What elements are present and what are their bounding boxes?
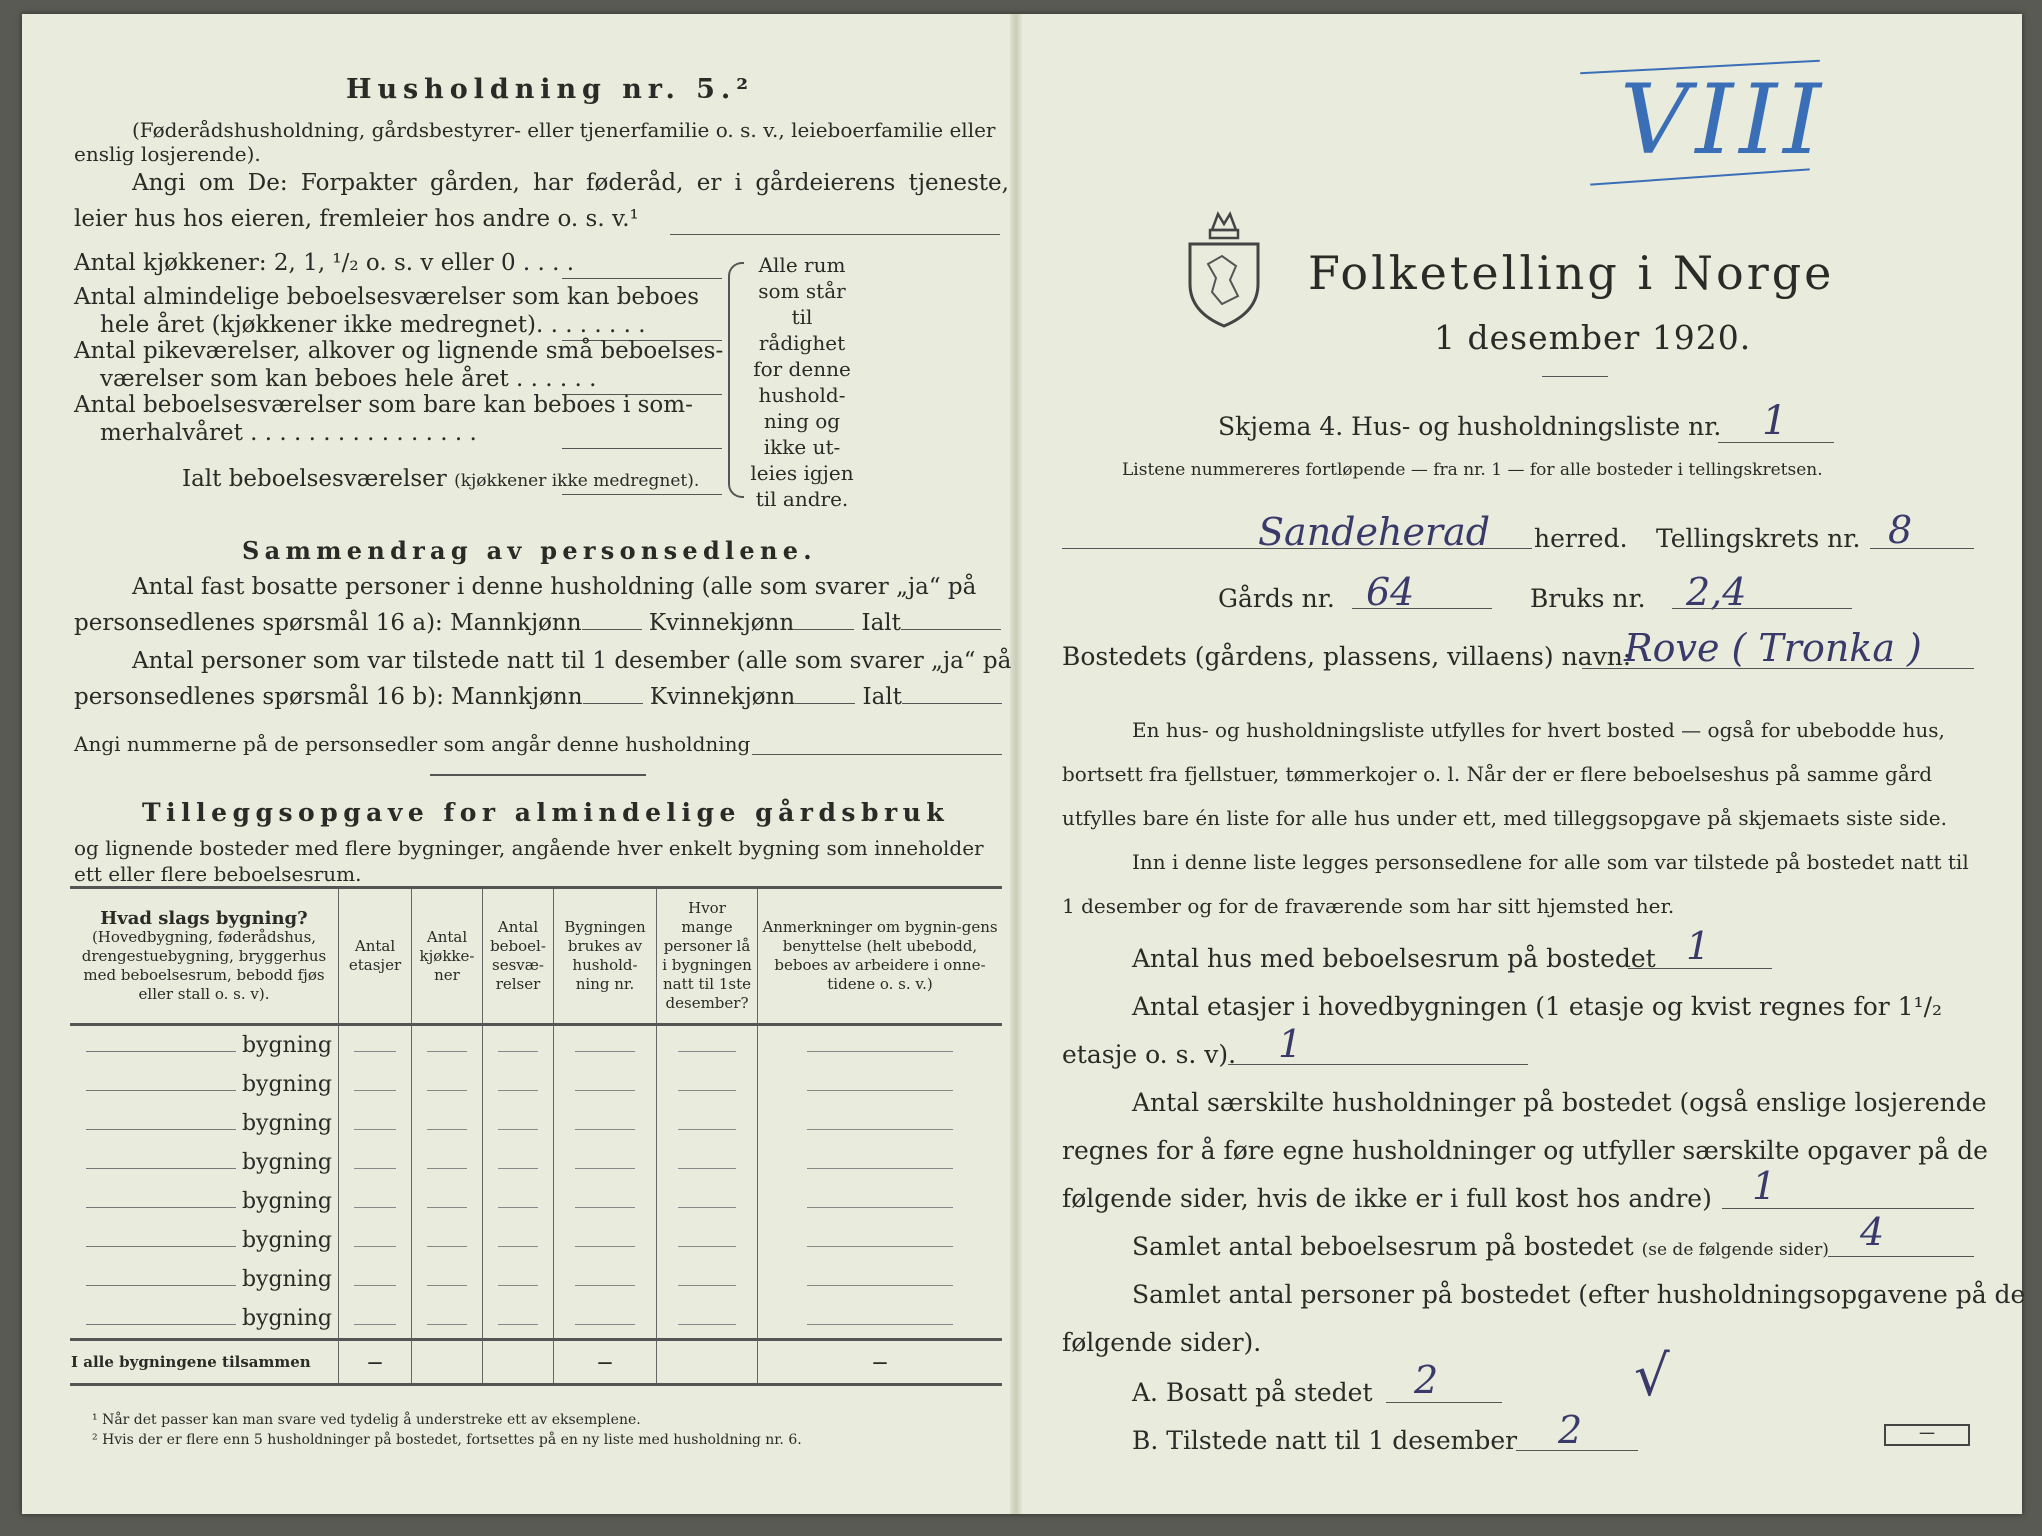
total-dash: — (339, 1340, 412, 1385)
q-resident-value: 2 (1414, 1358, 1439, 1402)
buildings-table (70, 886, 1002, 1386)
schema-line (1718, 442, 1834, 443)
numbering-note: Listene nummereres fortløpende — fra nr. 1 — for alle bosteder i tellingskretsen. (1122, 460, 1823, 480)
cell-blank (354, 1168, 396, 1169)
rooms-answer-4 (562, 448, 722, 449)
cell-blank (575, 1246, 635, 1247)
table-cell (483, 1299, 554, 1340)
cell-blank (678, 1246, 737, 1247)
herred-label: herred. (1534, 524, 1628, 553)
cell-blank (678, 1051, 737, 1052)
cell-blank (354, 1285, 396, 1286)
q-households-label-3: følgende sider, hvis de ikke er i full kost hos andre) (1062, 1184, 1712, 1213)
table-cell (657, 1299, 758, 1340)
bracket-note-line: til andre. (755, 487, 849, 511)
q-resident-line (1386, 1402, 1502, 1403)
table-cell (554, 1260, 657, 1299)
table-cell (657, 1065, 758, 1104)
rooms-line-2: Antal almindelige beboelsesværelser som kan beboes (74, 284, 700, 310)
building-cell (70, 1065, 339, 1104)
q-floors-line (1228, 1064, 1528, 1065)
question-line-2: leier hus hos eieren, fremleier hos andre o. s. v.¹ (74, 206, 639, 232)
cell-blank (807, 1051, 952, 1052)
summary-line-4 (74, 684, 1002, 710)
instruction-line-3: utfylles bare én liste for alle hus under ett, med tilleggsopgave på skjemaets siste side. (1062, 806, 1947, 830)
building-cell (70, 1025, 339, 1066)
q-rooms-note: (se de følgende sider) (1641, 1240, 1829, 1260)
table-cell (483, 1065, 554, 1104)
check-mark: √ (1634, 1344, 1670, 1409)
rooms-bracket (728, 262, 744, 498)
building-cell (70, 1182, 339, 1221)
rooms-total-note: (kjøkkener ikke medregnet). (454, 471, 700, 491)
q-present-label: B. Tilstede natt til 1 desember (1132, 1426, 1518, 1455)
cell-blank (575, 1051, 635, 1052)
table-cell (412, 1299, 483, 1340)
building-rows (70, 1025, 1002, 1340)
numbers-line: Angi nummerne på de personsedler som angår denne husholdning (74, 732, 751, 756)
summary-female-label: Kvinnekjønn (648, 610, 795, 636)
coat-of-arms-icon (1182, 200, 1266, 330)
rooms-line-5: værelser som kan beboes hele året . . . . . . (100, 366, 597, 392)
printer-stamp: ━━━ (1884, 1424, 1970, 1446)
table-header-row (70, 888, 1002, 1025)
table-row (70, 1182, 1002, 1221)
table-cell (483, 1143, 554, 1182)
cell-blank (498, 1285, 539, 1286)
instruction-line-2: bortsett fra fjellstuer, tømmerkojer o. l. Når der er flere beboelseshus på samme gård (1062, 762, 1933, 786)
q-present-line (1516, 1450, 1638, 1451)
census-date: 1 desember 1920. (1434, 318, 1752, 357)
cell-blank (354, 1324, 396, 1325)
summary-total-label: Ialt (861, 610, 901, 636)
table-cell (657, 1260, 758, 1299)
table-cell (554, 1182, 657, 1221)
building-word: bygning (241, 1111, 332, 1136)
cell-blank (807, 1168, 952, 1169)
question-answer-line (670, 234, 1000, 235)
gards-number: 64 (1366, 570, 1415, 614)
table-cell (483, 1182, 554, 1221)
cell-blank (575, 1207, 635, 1208)
table-cell (758, 1299, 1003, 1340)
right-page (1022, 14, 2026, 1514)
rooms-total-answer (562, 494, 722, 495)
total-dash: — (554, 1340, 657, 1385)
left-page (22, 14, 1010, 1514)
building-word: bygning (241, 1189, 332, 1214)
question-line-1: Angi om De: Forpakter gården, har føderåd, er i gårdeierens tjeneste, (132, 170, 1009, 196)
q-houses-label: Antal hus med beboelsesrum på bostedet (1132, 944, 1656, 973)
footnote-2: ² Hvis der er flere enn 5 husholdninger på bostedet, fortsettes på en ny liste med husholdning nr. 6. (92, 1432, 802, 1448)
total-cell (657, 1340, 758, 1385)
table-cell (758, 1104, 1003, 1143)
table-cell (554, 1299, 657, 1340)
q-rooms-label (1132, 1232, 1829, 1261)
cell-blank (354, 1090, 396, 1091)
table-cell (554, 1104, 657, 1143)
table-row (70, 1065, 1002, 1104)
q-households-label-2: regnes for å føre egne husholdninger og utfyller særskilte opgaver på de (1062, 1136, 1988, 1165)
building-blank (86, 1168, 236, 1169)
bruks-line (1672, 608, 1852, 609)
cell-blank (427, 1324, 468, 1325)
bracket-note (750, 252, 854, 512)
cell-blank (498, 1246, 539, 1247)
addendum-title: Tilleggsopgave for almindelige gårdsbruk (142, 798, 950, 827)
section-divider (430, 774, 646, 776)
schema-number: 1 (1762, 398, 1788, 444)
household-subtitle-1: (Føderådshusholdning, gårdsbestyrer- eller tjenerfamilie o. s. v., leieboerfamilie eller (132, 118, 996, 142)
table-cell (339, 1182, 412, 1221)
q-households-line (1722, 1208, 1974, 1209)
building-cell (70, 1104, 339, 1143)
bracket-note-line: for denne (753, 357, 851, 381)
q-persons-label-1: Samlet antal personer på bostedet (efter husholdningsopgavene på de (1132, 1280, 2026, 1309)
table-row (70, 1299, 1002, 1340)
building-blank (86, 1246, 236, 1247)
table-cell (412, 1260, 483, 1299)
krets-line (1870, 548, 1974, 549)
cell-blank (678, 1168, 737, 1169)
numbers-answer (752, 754, 1002, 755)
cell-blank (678, 1207, 737, 1208)
cell-blank (498, 1051, 539, 1052)
q-houses-line (1628, 968, 1772, 969)
cell-blank (498, 1129, 539, 1130)
q-persons-label-2: følgende sider). (1062, 1328, 1262, 1357)
cell-blank (498, 1168, 539, 1169)
table-cell (339, 1143, 412, 1182)
cell-blank (575, 1129, 635, 1130)
table-cell (554, 1065, 657, 1104)
building-word: bygning (241, 1150, 332, 1175)
cell-blank (678, 1090, 737, 1091)
gards-line (1352, 608, 1492, 609)
table-cell (554, 1143, 657, 1182)
total-cell (412, 1340, 483, 1385)
table-cell (412, 1182, 483, 1221)
table-cell (483, 1221, 554, 1260)
table-cell (758, 1182, 1003, 1221)
table-cell (483, 1104, 554, 1143)
table-cell (483, 1260, 554, 1299)
rooms-line-7: merhalvåret . . . . . . . . . . . . . . . . (100, 420, 477, 446)
q-households-label-1: Antal særskilte husholdninger på bostedet (også enslige losjerende (1132, 1088, 1987, 1117)
table-row (70, 1143, 1002, 1182)
table-cell (339, 1260, 412, 1299)
header-remarks: Anmerkninger om bygnin-gens benyttelse (helt ubebodd, beboes av arbeidere i onne-tidene o. s. v.) (758, 888, 1003, 1025)
cell-blank (427, 1129, 468, 1130)
table-cell (554, 1025, 657, 1066)
table-cell (758, 1260, 1003, 1299)
rooms-total: Ialt beboelsesværelser (182, 466, 447, 492)
summary-male-label: personsedlenes spørsmål 16 a): Mannkjønn (74, 610, 582, 636)
header-floors: Antal etasjer (339, 888, 412, 1025)
rooms-line-1: Antal kjøkkener: 2, 1, ¹/₂ o. s. v eller 0 . . . . (74, 250, 575, 276)
building-cell (70, 1221, 339, 1260)
bosted-name: Rove ( Tronka ) (1624, 626, 1922, 670)
total-cell (483, 1340, 554, 1385)
summary-line-2 (74, 610, 1001, 636)
q-floors-value: 1 (1278, 1022, 1303, 1066)
table-cell (339, 1299, 412, 1340)
table-cell (758, 1221, 1003, 1260)
header-household: Bygningen brukes av hushold-ning nr. (554, 888, 657, 1025)
table-cell (412, 1104, 483, 1143)
header-building-type-note: (Hovedbygning, føderådshus, drengestuebygning, bryggerhus med beboelsesrum, bebodd fjøs eller stall o. s. v). (81, 927, 327, 1003)
bracket-note-line: leies igjen (750, 461, 854, 485)
q-rooms-value: 4 (1860, 1210, 1885, 1254)
bracket-note-line: hushold- (758, 383, 846, 407)
census-title: Folketelling i Norge (1308, 246, 1835, 300)
cell-blank (575, 1324, 635, 1325)
rooms-line-3: hele året (kjøkkener ikke medregnet). . . . . . . . (100, 312, 646, 338)
summary-present-male-label: personsedlenes spørsmål 16 b): Mannkjønn (74, 684, 583, 710)
building-word: bygning (241, 1033, 332, 1058)
table-row (70, 1260, 1002, 1299)
table-cell (758, 1065, 1003, 1104)
building-word: bygning (241, 1306, 332, 1331)
table-cell (657, 1182, 758, 1221)
cell-blank (498, 1207, 539, 1208)
cell-blank (807, 1090, 952, 1091)
krets-label: Tellingskrets nr. (1656, 524, 1861, 553)
cell-blank (427, 1051, 468, 1052)
building-blank (86, 1285, 236, 1286)
household-title: Husholdning nr. 5.² (346, 74, 754, 105)
rooms-answer-1 (562, 278, 722, 279)
cell-blank (354, 1207, 396, 1208)
header-kitchens: Antal kjøkke-ner (412, 888, 483, 1025)
cell-blank (354, 1129, 396, 1130)
bracket-note-line: ikke ut- (763, 435, 841, 459)
building-cell (70, 1260, 339, 1299)
summary-line-3: Antal personer som var tilstede natt til 1 desember (alle som svarer „ja“ på (132, 648, 1012, 674)
q-present-value: 2 (1558, 1408, 1583, 1452)
rooms-line-6: Antal beboelsesværelser som bare kan beboes i som- (74, 392, 693, 418)
table-cell (657, 1143, 758, 1182)
bruks-number: 2,4 (1686, 570, 1747, 614)
table-cell (554, 1221, 657, 1260)
cell-blank (354, 1246, 396, 1247)
table-cell (339, 1025, 412, 1066)
building-cell (70, 1143, 339, 1182)
table-cell (758, 1025, 1003, 1066)
table-cell (412, 1143, 483, 1182)
table-row (70, 1025, 1002, 1066)
q-rooms-line (1828, 1256, 1974, 1257)
building-blank (86, 1129, 236, 1130)
table-row (70, 1221, 1002, 1260)
table-cell (412, 1065, 483, 1104)
krets-number: 8 (1888, 508, 1913, 552)
building-word: bygning (241, 1228, 332, 1253)
cell-blank (678, 1129, 737, 1130)
herred-name: Sandeherad (1258, 510, 1491, 554)
building-blank (86, 1207, 236, 1208)
title-divider (1542, 376, 1608, 377)
cell-blank (575, 1285, 635, 1286)
building-blank (86, 1051, 236, 1052)
summary-line-1: Antal fast bosatte personer i denne husholdning (alle som svarer „ja“ på (132, 574, 977, 600)
table-cell (483, 1025, 554, 1066)
household-subtitle-2: enslig losjerende). (74, 142, 261, 166)
instruction-line-1: En hus- og husholdningsliste utfylles for hvert bosted — også for ubebodde hus, (1132, 718, 1945, 742)
cell-blank (807, 1207, 952, 1208)
bracket-note-line: Alle rum (758, 253, 846, 277)
building-blank (86, 1324, 236, 1325)
addendum-line-2: ett eller flere beboelsesrum. (74, 862, 362, 886)
q-houses-value: 1 (1686, 924, 1711, 968)
cell-blank (427, 1168, 468, 1169)
header-persons: Hvor mange personer lå i bygningen natt til 1ste desember? (657, 888, 758, 1025)
building-word: bygning (241, 1072, 332, 1097)
table-cell (758, 1143, 1003, 1182)
total-label: I alle bygningene tilsammen (70, 1340, 339, 1385)
q-floors-label-2: etasje o. s. v). (1062, 1040, 1237, 1069)
cell-blank (807, 1246, 952, 1247)
cell-blank (807, 1324, 952, 1325)
table-total-row (70, 1340, 1002, 1385)
q-floors-label-1: Antal etasjer i hovedbygningen (1 etasje og kvist regnes for 1¹/₂ (1132, 992, 1943, 1021)
cell-blank (498, 1324, 539, 1325)
bosted-label: Bostedets (gårdens, plassens, villaens) navn: (1062, 642, 1632, 671)
table-cell (412, 1221, 483, 1260)
building-word: bygning (241, 1267, 332, 1292)
q-resident-label: A. Bosatt på stedet (1132, 1378, 1373, 1407)
footnote-1: ¹ Når det passer kan man svare ved tydelig å understreke ett av eksemplene. (92, 1412, 641, 1428)
rooms-total-label (182, 466, 699, 492)
table-cell (339, 1104, 412, 1143)
schema-label: Skjema 4. Hus- og husholdningsliste nr. (1218, 412, 1722, 441)
summary-present-female-label: Kvinnekjønn (649, 684, 796, 710)
cell-blank (498, 1090, 539, 1091)
bruks-label: Bruks nr. (1530, 584, 1646, 613)
cell-blank (427, 1090, 468, 1091)
table-cell (657, 1104, 758, 1143)
header-building-type-title: Hvad slags bygning? (100, 907, 308, 929)
cell-blank (807, 1129, 952, 1130)
bracket-note-line: rådighet (758, 331, 846, 355)
summary-title: Sammendrag av personsedlene. (242, 536, 817, 565)
cell-blank (678, 1285, 737, 1286)
instruction-line-4: Inn i denne liste legges personsedlene for alle som var tilstede på bostedet natt til (1132, 850, 1969, 874)
rooms-line-4: Antal pikeværelser, alkover og lignende små beboelses- (74, 338, 724, 364)
building-cell (70, 1299, 339, 1340)
bracket-note-line: som står til (758, 279, 846, 329)
building-blank (86, 1090, 236, 1091)
table-cell (412, 1025, 483, 1066)
table-row (70, 1104, 1002, 1143)
cell-blank (427, 1285, 468, 1286)
cell-blank (427, 1246, 468, 1247)
cell-blank (354, 1051, 396, 1052)
instruction-line-5: 1 desember og for de fraværende som har sitt hjemsted her. (1062, 894, 1675, 918)
roman-numeral: VIII (1620, 64, 1828, 176)
page-fold (1010, 14, 1022, 1514)
cell-blank (807, 1285, 952, 1286)
table-cell (657, 1221, 758, 1260)
cell-blank (678, 1324, 737, 1325)
herred-line (1062, 548, 1532, 549)
table-cell (339, 1221, 412, 1260)
header-rooms: Antal beboel-sesvæ-relser (483, 888, 554, 1025)
addendum-line-1: og lignende bosteder med flere bygninger, angående hver enkelt bygning som inneholder (74, 836, 984, 860)
total-dash: — (758, 1340, 1003, 1385)
summary-present-total-label: Ialt (862, 684, 902, 710)
gards-label: Gårds nr. (1218, 584, 1335, 613)
q-households-value: 1 (1752, 1164, 1777, 1208)
table-cell (339, 1065, 412, 1104)
bosted-line (1582, 668, 1974, 669)
bracket-note-line: ning og (763, 409, 841, 433)
header-building-type (70, 888, 339, 1025)
cell-blank (575, 1090, 635, 1091)
q-rooms-text: Samlet antal beboelsesrum på bostedet (1132, 1232, 1634, 1261)
cell-blank (427, 1207, 468, 1208)
table-cell (657, 1025, 758, 1066)
cell-blank (575, 1168, 635, 1169)
